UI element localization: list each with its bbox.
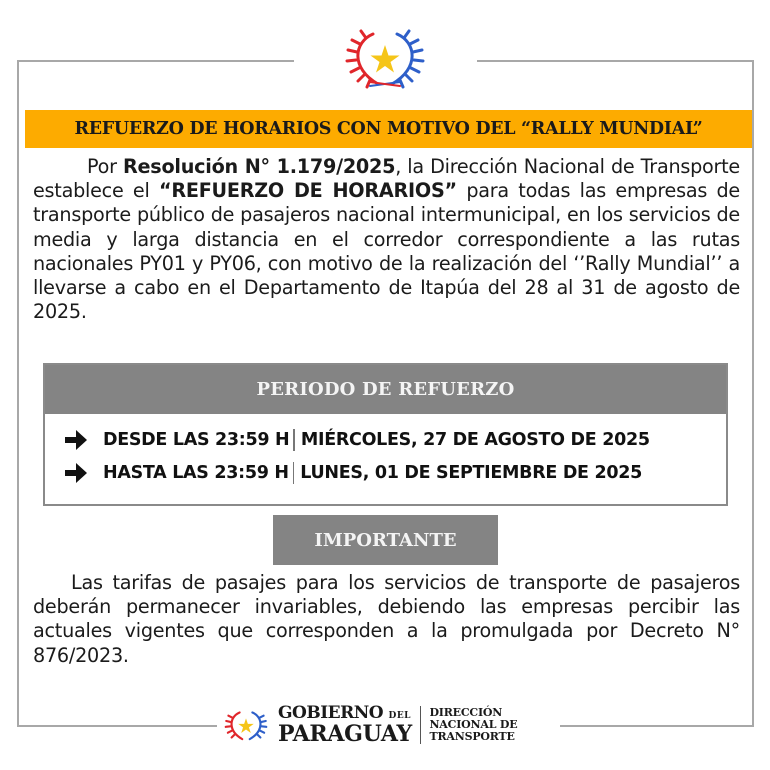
frame-border-top-right bbox=[477, 60, 754, 62]
gov-line1: GOBIERNO bbox=[278, 703, 384, 723]
frame-border-bottom-right bbox=[560, 725, 754, 727]
dnt-line2: NACIONAL DE bbox=[429, 718, 518, 731]
highlight-text: “REFUERZO DE HORARIOS” bbox=[158, 179, 457, 203]
important-paragraph bbox=[33, 571, 740, 668]
frame-border-bottom-left bbox=[17, 725, 217, 727]
period-header bbox=[45, 365, 726, 414]
coat-of-arms-small-icon bbox=[222, 701, 270, 749]
gobierno-del-paraguay-wordmark bbox=[278, 705, 412, 745]
coat-of-arms-emblem-icon bbox=[340, 20, 430, 95]
intro-text-3: para todas las empresas de transporte público de pasajeros nacional intermunicipal, en los servicios de media y larga distancia en el corredor correspondiente a las rutas nacionales PY01 y PY06, con motivo de la realización del ‘’Rally Mundial’’ a llevarse a cabo en el Departamento de Itapúa del 28 al 31 de agosto de 2025. bbox=[33, 179, 740, 324]
dnt-wordmark bbox=[429, 707, 517, 743]
intro-text-2: , la Dirección Nacional de Transporte establece el bbox=[33, 155, 740, 203]
arrow-right-icon bbox=[63, 429, 89, 451]
footer-separator bbox=[420, 706, 422, 744]
dnt-line3: TRANSPORTE bbox=[429, 730, 515, 743]
period-start-date: MIÉRCOLES, 27 DE AGOSTO DE 2025 bbox=[300, 430, 650, 450]
footer-logo bbox=[222, 700, 552, 750]
important-text: Las tarifas de pasajes para los servicios de transporte de pasajeros deberán permanecer invariables, debiendo las empresas percibir las actuales vigentes que corresponden a la promulgada por Decreto N° 876/2023. bbox=[33, 571, 740, 667]
important-title: IMPORTANTE bbox=[314, 529, 457, 551]
period-row-end bbox=[63, 459, 642, 487]
title-banner bbox=[25, 110, 752, 148]
separator bbox=[293, 429, 295, 451]
intro-text-1: Por bbox=[87, 155, 123, 178]
period-end-label: HASTA LAS 23:59 H bbox=[103, 463, 289, 483]
arrow-right-icon bbox=[63, 462, 89, 484]
resolution-number: Resolución N° 1.179/2025 bbox=[122, 155, 396, 178]
period-end-date: LUNES, 01 DE SEPTIEMBRE DE 2025 bbox=[300, 463, 642, 483]
intro-paragraph bbox=[33, 155, 740, 324]
gov-line2: PARAGUAY bbox=[278, 721, 412, 747]
gov-del: DEL bbox=[388, 711, 412, 721]
important-header bbox=[273, 515, 498, 565]
period-start-label: DESDE LAS 23:59 H bbox=[103, 430, 290, 450]
dnt-line1: DIRECCIÓN bbox=[429, 706, 503, 719]
period-box bbox=[43, 363, 728, 506]
banner-title: REFUERZO DE HORARIOS CON MOTIVO DEL “RALLY MUNDIAL” bbox=[74, 119, 703, 139]
frame-border-top-left bbox=[17, 60, 294, 62]
separator bbox=[293, 462, 295, 484]
frame-border-right bbox=[752, 60, 754, 727]
period-title: PERIODO DE REFUERZO bbox=[256, 379, 515, 400]
frame-border-left bbox=[17, 60, 19, 727]
period-row-start bbox=[63, 426, 650, 454]
